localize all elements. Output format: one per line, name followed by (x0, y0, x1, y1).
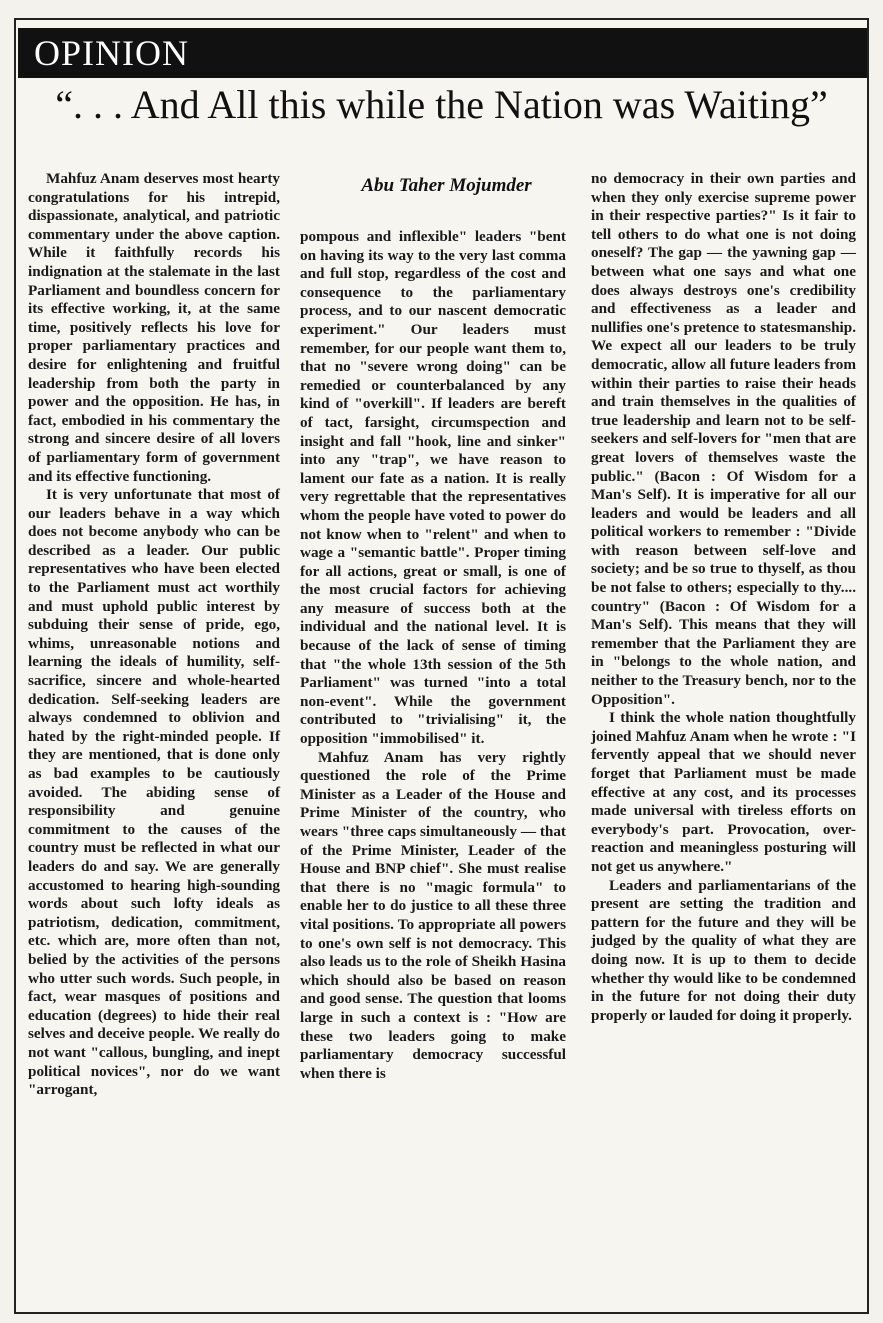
byline: Abu Taher Mojumder (361, 175, 532, 196)
column-1 (28, 170, 280, 1100)
paragraph: I think the whole nation thoughtfully joined Mahfuz Anam when he wrote : "I fervently appeal that we should never forget that Parliament must be made effective at any cost, and its processes made universal with tireless efforts on everybody's part. Provocation, over-reaction and meaningless posturing will not get us anywhere." (591, 709, 856, 875)
paragraph: Mahfuz Anam has very rightly questioned the role of the Prime Minister as a Leader of the House and Prime Minister of the country, who wears "three caps simultaneously — that of the Prime Minister, Leader of the House and BNP chief". She must realise that there is no "magic formula" to enable her to do justice to all these three vital positions. To appropriate all powers to one's own self is not democracy. This also leads us to the role of Sheikh Hasina which should also be based on reason and good sense. The question that looms large in such a context is : "How are these two leaders going to make parliamentary democracy successful when there is (300, 748, 566, 1082)
section-banner: OPINION (18, 28, 867, 78)
paragraph: pompous and inflexible" leaders "bent on having its way to the very last comma and full stop, regardless of the cost and consequence to the parliamentary process, and to our nascent democratic experiment." Our leaders must remember, for our people want them to, that no "severe wrong doing" can be remedied or counterbalanced by any kind of "overkill". If leaders are bereft of tact, farsight, circumspection and insight and fall "hook, line and sinker" into any "trap", we have reason to lament our fate as a nation. It is really very regrettable that the representatives whom the people have voted to power do not know when to "relent" and when to wage a "semantic battle". Proper timing for all actions, great or small, is one of the most crucial factors for achieving any measure of success both at the individual and the national level. It is because of the lack of sense of timing that "the whole 13th session of the 5th Parliament" was turned "into a total non-event". While the government contributed to "trivialising" it, the opposition "immobilised" it. (300, 228, 566, 748)
paragraph: Leaders and parliamentarians of the present are setting the tradition and pattern for the future and they will be judged by the quality of what they are doing now. It is up to them to decide whether thy would like to be condemned in the future for not doing their duty properly or lauded for doing it properly. (591, 876, 856, 1024)
column-2 (300, 228, 566, 1083)
headline: “. . . And All this while the Nation was Waiting” (55, 82, 828, 127)
paragraph: no democracy in their own parties and when they only exercise supreme power in their respective parties?" Is it fair to tell others to do what one is not doing oneself? The gap — the yawning gap — between what one says and what one does always destroys one's credibility and effectiveness as a leader and nullifies one's pretence to statesmanship. We expect all our leaders to be truly democratic, allow all future leaders from within their parties to raise their heads and train themselves in the qualities of true leadership and learn not to be self-seekers and self-lovers for "men that are great lovers of themselves waste the public." (Bacon : Of Wisdom for a Man's Self). It is imperative for all our leaders and would be leaders and all political workers to remember : "Divide with reason between self-love and society; and be so true to thyself, as thou be not false to others; especially to thy.... country" (Bacon : Of Wisdom for a Man's Self). This means that they will remember that the Parliament they are in "belongs to the whole nation, and neither to the Treasury bench, nor to the Opposition". (591, 170, 856, 708)
paragraph: It is very unfortunate that most of our leaders behave in a way which does not become anybody who can be described as a leader. Our public representatives who have been elected to the Parliament must act worthily and must uphold public interest by subduing their sense of pride, ego, whims, unreasonable notions and learning the ideals of humility, self-sacrifice, sincere and whole-hearted dedication. Self-seeking leaders are always condemned to oblivion and hated by the right-minded people. If they are mentioned, that is done only as bad examples to be cautiously avoided. The abiding sense of responsibility and genuine commitment to the causes of the country must be reflected in what our leaders do and say. We are generally accustomed to hearing high-sounding words about such lofty ideals as patriotism, dedication, commitment, etc. which are, more often than not, belied by the activities of the persons who utter such words. Such people, in fact, wear masques of positions and education (degrees) to hide their real selves and deceive people. We really do not want "callous, bungling, and inept political novices", nor do we want "arrogant, (28, 486, 280, 1099)
article-frame (14, 18, 869, 1314)
column-3 (591, 170, 856, 1025)
paragraph: Mahfuz Anam deserves most hearty congratulations for his intrepid, dispassionate, analytical, and patriotic commentary under the above caption. While it faithfully records his indignation at the stalemate in the last Parliament and boundless concern for its effective working, it, at the same time, positively reflects his love for proper parliamentary practices and desire for enlightening and fruitful leadership from both the party in power and the opposition. He has, in fact, embodied in his commentary the strong and sincere desire of all lovers of parliamentary form of government and its effective functioning. (28, 170, 280, 485)
